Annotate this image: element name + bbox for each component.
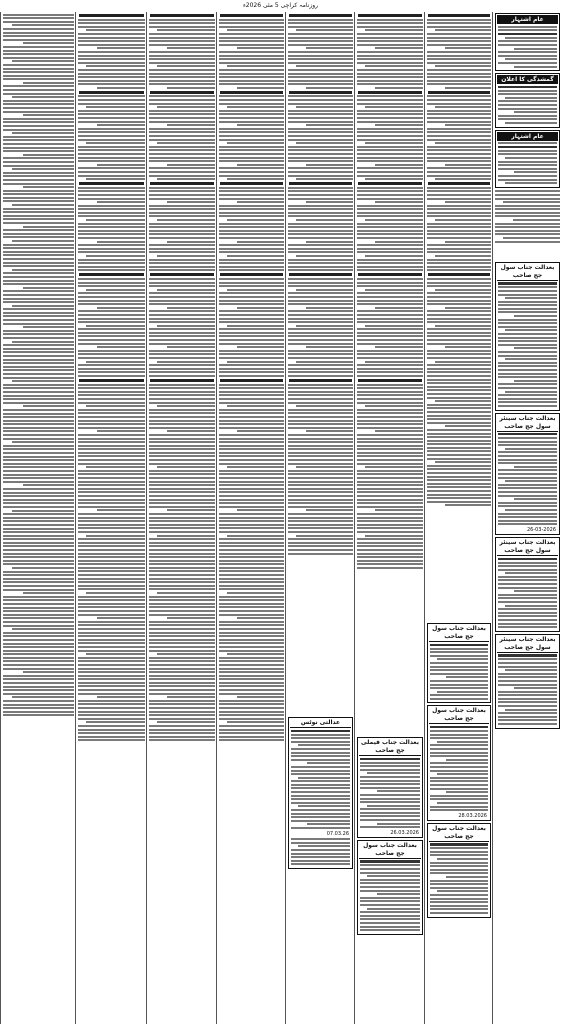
notice-date: 26-03-2026 — [526, 526, 556, 533]
column-2 — [424, 12, 493, 1024]
news-text — [1, 12, 76, 1024]
court-notice-title: بعدالت جناب سول جج صاحب — [359, 842, 421, 859]
notice-date: 07.03.26 — [326, 830, 349, 837]
column-4 — [285, 12, 355, 1024]
court-notice-title: بعدالت جناب سول جج صاحب — [497, 264, 558, 281]
news-text — [147, 12, 217, 1024]
news-text — [425, 12, 493, 622]
ad-box-lost — [495, 73, 560, 128]
ad-box-title-2: عام اشتہار — [497, 132, 558, 141]
court-notice-box — [427, 623, 491, 703]
news-text — [217, 12, 286, 1024]
court-notice-title: بعدالت جناب فیملی جج صاحب — [359, 739, 421, 756]
news-text — [355, 12, 425, 736]
court-notice-title: بعدالت جناب سول جج صاحب — [429, 825, 489, 842]
column-6 — [146, 12, 217, 1024]
news-text — [493, 189, 561, 261]
notice-date: 26.03.2026 — [390, 829, 419, 836]
court-notice-title: بعدالت جناب سینئر سول جج صاحب — [497, 415, 558, 432]
ad-box-title: عام اشتہار — [497, 15, 558, 24]
column-3 — [354, 12, 425, 1024]
court-notice-title: بعدالت جناب سول جج صاحب — [429, 707, 489, 724]
court-notice-box — [427, 705, 491, 820]
column-1 — [492, 12, 561, 1024]
notice-date: 28.03.2026 — [458, 812, 487, 819]
ad-box-general-2 — [495, 130, 560, 188]
masthead-date: روزنامہ کراچی 5 مئی 2026ء — [242, 2, 319, 9]
column-8 — [0, 12, 76, 1024]
court-notice-box — [495, 537, 560, 632]
court-notice-box — [357, 737, 423, 838]
court-notice-box — [288, 717, 353, 869]
court-notice-title: عدالتی نوٹس — [290, 719, 351, 728]
court-notice-box — [495, 634, 560, 729]
column-7 — [75, 12, 147, 1024]
column-5 — [216, 12, 286, 1024]
court-notice-title: بعدالت جناب سول جج صاحب — [429, 625, 489, 642]
news-text — [76, 12, 147, 1024]
court-notice-box — [427, 823, 491, 918]
court-notice-box — [495, 262, 560, 411]
court-notice-title: بعدالت جناب سینئر سول جج صاحب — [497, 636, 558, 653]
court-notice-title: بعدالت جناب سینئر سول جج صاحب — [497, 539, 558, 556]
court-notice-box — [357, 840, 423, 935]
court-notice-box — [495, 413, 560, 535]
ad-box-general — [495, 13, 560, 71]
news-text — [286, 12, 355, 716]
lost-notice-title: گمشدگی کا اعلان — [497, 75, 558, 84]
